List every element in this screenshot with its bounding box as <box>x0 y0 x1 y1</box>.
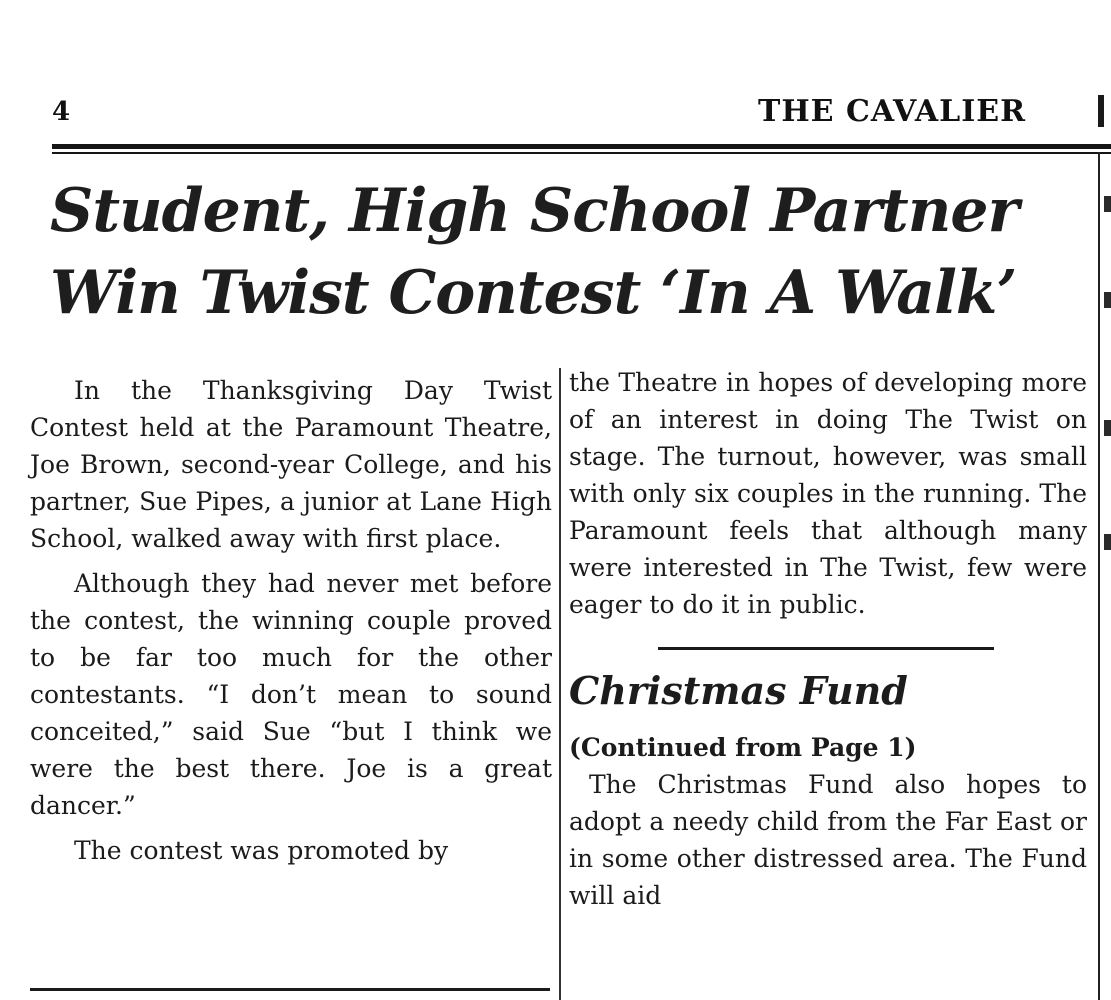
christmas-fund-paragraph: The Christmas Fund also hopes to adopt a needy child from the Far East or in some other distressed area. The Fund will aid <box>569 770 1087 910</box>
article-left-column <box>30 372 552 877</box>
masthead-title: THE CAVALIER <box>758 94 1027 129</box>
article-paragraph: Although they had never met before the contest, the winning couple proved to be far too much for the other contestants. “I don’t mean to sound conceited,” said Sue “but I think we were the best there. Joe is a great dancer.” <box>30 569 552 820</box>
continued-note: (Continued from Page 1) <box>569 733 917 762</box>
adjacent-column-fragment <box>1104 292 1111 308</box>
christmas-fund-headline: Christmas Fund <box>569 668 908 713</box>
column-divider <box>559 368 561 1000</box>
article-right-column <box>569 364 1087 914</box>
adjacent-column-fragment <box>1104 534 1111 550</box>
article-continuation: the Theatre in hopes of developing more of an interest in doing The Twist on stage. The turnout, however, was small with only six couples in the running. The Paramount feels that although many were interested in The Twist, few were eager to do it in public. <box>569 368 1087 619</box>
headline-line-2: Win Twist Contest ‘In A Walk’ <box>50 258 1017 328</box>
section-divider-rule <box>658 647 994 650</box>
header-rule-thin <box>52 152 1111 154</box>
page-number: 4 <box>52 97 71 127</box>
article-paragraph: The contest was promoted by <box>74 836 449 865</box>
headline-line-1: Student, High School Partner <box>50 176 1019 246</box>
adjacent-column-fragment <box>1104 196 1111 212</box>
masthead-edge-fragment <box>1098 95 1104 127</box>
header-rule-thick <box>52 144 1111 149</box>
article-paragraph: In the Thanksgiving Day Twist Contest held at the Paramount Theatre, Joe Brown, second-year College, and his partner, Sue Pipes, a junior at Lane High School, walked away with first place. <box>30 376 552 553</box>
article-headline <box>50 170 1100 334</box>
bottom-rule <box>30 988 550 991</box>
adjacent-column-fragment <box>1104 420 1111 436</box>
